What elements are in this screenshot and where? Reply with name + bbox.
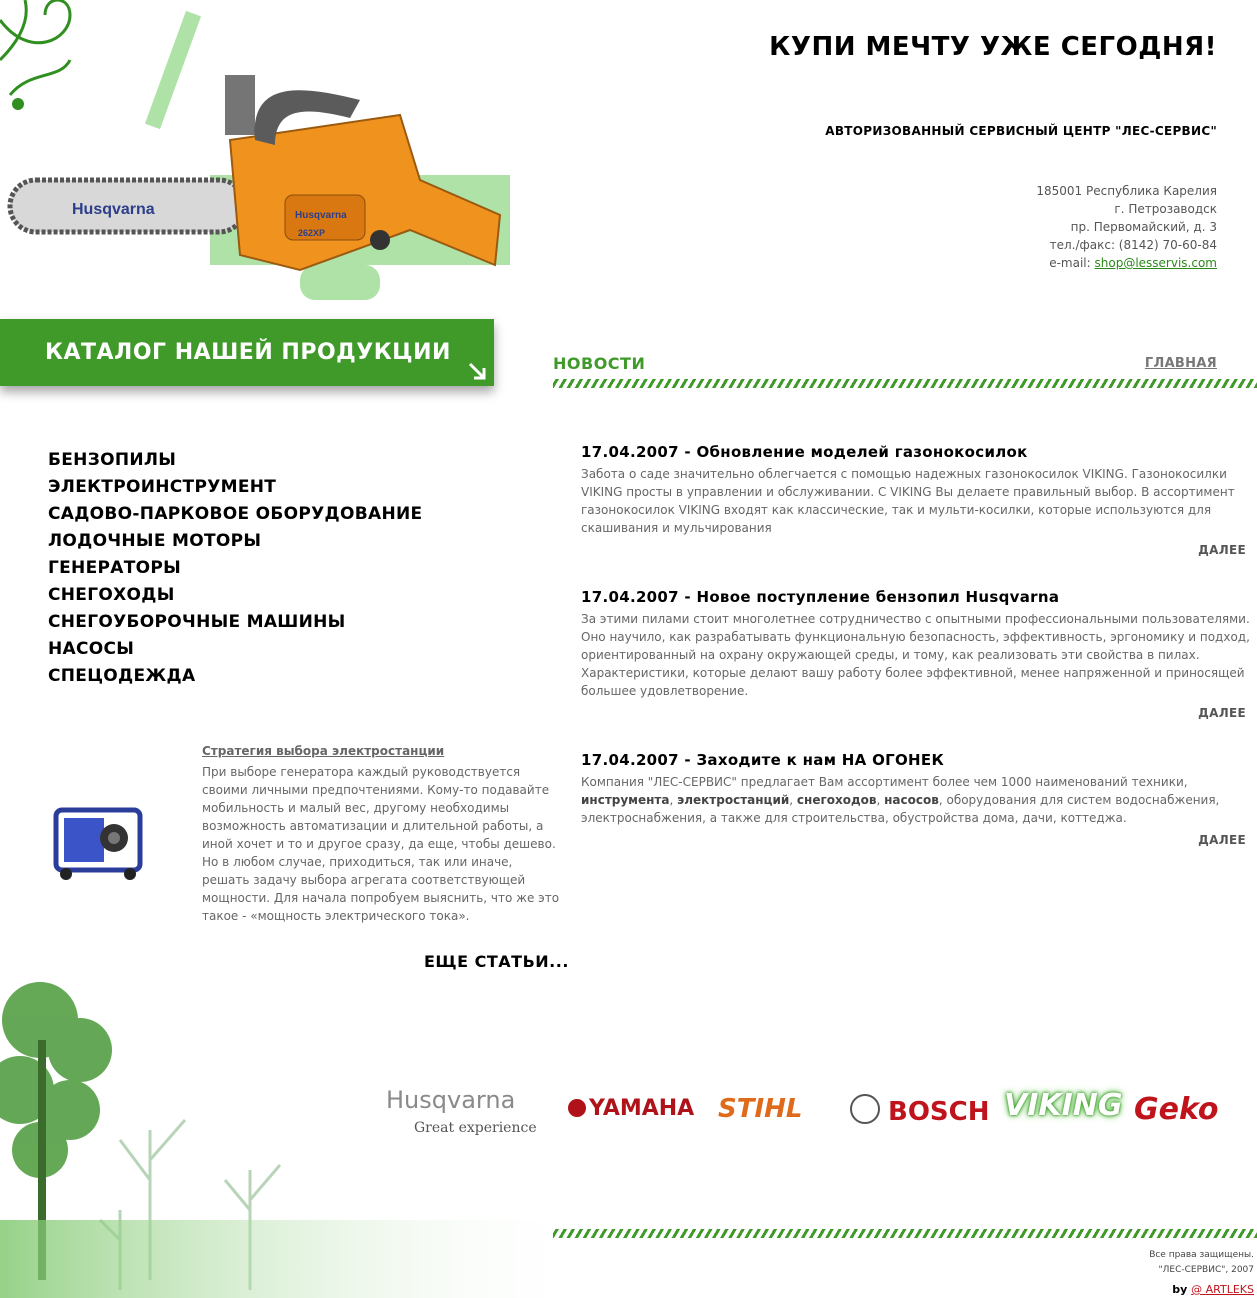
news-title[interactable]: 17.04.2007 - Заходите к нам НА ОГОНЕК: [581, 751, 945, 769]
service-center-title: АВТОРИЗОВАННЫЙ СЕРВИСНЫЙ ЦЕНТР "ЛЕС-СЕРВИС": [825, 124, 1217, 138]
news-more-link[interactable]: ДАЛЕЕ: [1198, 706, 1246, 720]
husqvarna-tagline: Great experience: [414, 1120, 537, 1136]
email-label: e-mail:: [1049, 256, 1091, 270]
news-item: [581, 443, 1253, 557]
news-item: [581, 588, 1253, 720]
article-text: При выборе генератора каждый руководствуется своими личными предпочтениями. Кому-то подавайте мобильность и малый вес, другому необходимы возможность автоматизации и длительной работы, а иной хочет и то и другое сразу, да еще, чтобы дешево. Но в любом случае, приходиться, так или иначе, решать задачу выбора агрегата соответствующей мощности. Для начала попробуем выяснить, что же это такое - «мощность электрического тока».: [202, 765, 560, 923]
copyright: Все права защищены. "ЛЕС-СЕРВИС", 2007: [1149, 1250, 1254, 1275]
husqvarna-logo[interactable]: Husqvarna: [386, 1086, 516, 1114]
site-tagline: КУПИ МЕЧТУ УЖЕ СЕГОДНЯ!: [769, 32, 1217, 62]
catalog-item-chainsaws[interactable]: БЕНЗОПИЛЫ: [48, 450, 177, 470]
yamaha-emblem-icon: [568, 1099, 586, 1117]
news-text: Компания "ЛЕС-СЕРВИС" предлагает Вам ассортимент более чем 1000 наименований техники, инструмента, электростанций, снегоходов, насосов, оборудования для систем водоснабжения, электроснабжения, а также для строительства, обустройства дома, дачи, коттеджа.: [581, 775, 1220, 825]
catalog-item-boat-motors[interactable]: ЛОДОЧНЫЕ МОТОРЫ: [48, 531, 262, 551]
vine-leaf: [12, 98, 24, 110]
catalog-item-pumps[interactable]: НАСОСЫ: [48, 639, 135, 659]
yamaha-logo[interactable]: YAMAHA: [568, 1096, 694, 1121]
chainsaw-bar: [10, 180, 245, 232]
generator-image: [52, 800, 144, 882]
contact-block: [1036, 182, 1217, 272]
developer-link[interactable]: @ ARTLEKS: [1191, 1283, 1254, 1296]
news-text: За этими пилами стоит многолетнее сотрудничество с опытными профессиональными пользователями. Оно научило, как разрабатывать функциональную безопасность, эффективность, эргономику и подход, ориентированный на охрану окружающей среды, и тому, как реализовать эти свойства в пилах. Характеристики, которые делают вашу работу более эффективной, менее напряженной и приносящей большее удовлетворение.: [581, 612, 1250, 698]
catalog-menu: [48, 447, 422, 690]
chainsaw-body: [225, 75, 500, 270]
home-link[interactable]: ГЛАВНАЯ: [1144, 356, 1217, 371]
news-title[interactable]: 17.04.2007 - Обновление моделей газонокосилок: [581, 443, 1028, 461]
bosch-emblem-icon: [850, 1094, 880, 1124]
news-title[interactable]: 17.04.2007 - Новое поступление бензопил Husqvarna: [581, 588, 1060, 606]
svg-text:Husqvarna: Husqvarna: [295, 210, 347, 221]
city-line: г. Петрозаводск: [1114, 202, 1217, 216]
hero-model-label: 262XP: [298, 228, 326, 238]
news-more-link[interactable]: ДАЛЕЕ: [1198, 543, 1246, 557]
catalog-item-snow-blowers[interactable]: СНЕГОУБОРОЧНЫЕ МАШИНЫ: [48, 612, 346, 632]
vine-decoration: [0, 0, 70, 95]
news-heading: НОВОСТИ: [553, 354, 646, 373]
catalog-item-generators[interactable]: ГЕНЕРАТОРЫ: [48, 558, 182, 578]
divider-hatch: [553, 1229, 1257, 1238]
stihl-logo[interactable]: STIHL: [718, 1094, 803, 1124]
viking-logo[interactable]: VIKING: [1004, 1088, 1123, 1123]
bosch-logo[interactable]: BOSCH: [850, 1094, 990, 1127]
divider-hatch: [553, 379, 1257, 388]
catalog-item-garden-equipment[interactable]: САДОВО-ПАРКОВОЕ ОБОРУДОВАНИЕ: [48, 504, 423, 524]
at-icon: @: [1191, 1283, 1203, 1296]
catalog-title: КАТАЛОГ НАШЕЙ ПРОДУКЦИИ: [45, 340, 451, 365]
address-line: 185001 Республика Карелия: [1036, 184, 1217, 198]
email-link[interactable]: shop@lesservis.com: [1094, 256, 1217, 270]
hero-brand-label: Husqvarna: [72, 201, 155, 218]
article-title-link[interactable]: Стратегия выбора электростанции: [202, 744, 445, 758]
street-line: пр. Первомайский, д. 3: [1070, 220, 1217, 234]
email-line: [1036, 254, 1217, 272]
catalog-item-workwear[interactable]: СПЕЦОДЕЖДА: [48, 666, 196, 686]
news-text: Забота о саде значительно облегчается с помощью надежных газонокосилок VIKING. Газонокосилки VIKING просты в управлении и обслуживании. С VIKING Вы делаете правильный выбор. В ассортимент газонокосилок VIKING входят как классические, так и мульти-косилки, которые используются для скашивания и мульчирования: [581, 467, 1235, 535]
developer-credit: by @ ARTLEKS: [1172, 1283, 1254, 1296]
more-articles-link[interactable]: ЕЩЕ СТАТЬИ...: [424, 952, 569, 971]
catalog-item-power-tools[interactable]: ЭЛЕКТРОИНСТРУМЕНТ: [48, 477, 277, 497]
hero-chainsaw-image: [0, 0, 520, 310]
arrow-down-right-icon: [466, 360, 490, 384]
news-more-link[interactable]: ДАЛЕЕ: [1198, 833, 1246, 847]
geko-logo[interactable]: Geko: [1134, 1092, 1219, 1127]
phone-line: тел./факс: (8142) 70-60-84: [1049, 238, 1217, 252]
catalog-item-snowmobiles[interactable]: СНЕГОХОДЫ: [48, 585, 175, 605]
news-item: [581, 751, 1253, 847]
brand-logos: [380, 1076, 1257, 1146]
